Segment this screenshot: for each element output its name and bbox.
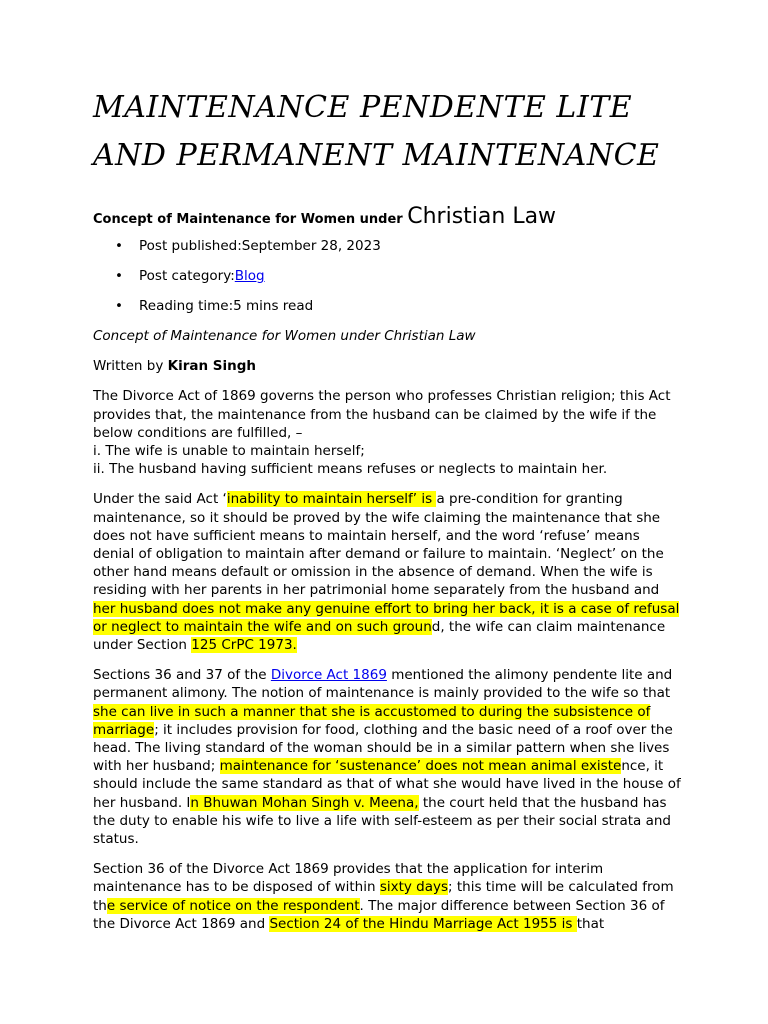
subtitle-small: Concept of Maintenance for Women under [93, 212, 408, 227]
divorce-act-link[interactable]: Divorce Act 1869 [270, 667, 387, 684]
p3-h: the court held that the husband has the duty to enable his wife to live a life with self-esteem as per their social strata and status. [93, 794, 672, 848]
p3-a: Sections 36 and 37 of the [93, 667, 271, 684]
p2-a: Under the said Act ‘ [93, 491, 227, 508]
p4-e: . The major difference between Section 36 of the Divorce Act 1869 and [93, 897, 665, 932]
p1-item-2: ii. The husband having sufficient means refuses or neglects to maintain her. [93, 461, 608, 478]
subtitle-big: Christian Law [407, 204, 557, 229]
category-label: Post category: [139, 268, 235, 284]
meta-reading-time [115, 297, 683, 315]
p4-c: ; this time will be calculated from th [93, 879, 674, 914]
p3-f: nce, it should include the same standard as that of what she would have lived in the house of her husband. I [93, 758, 681, 811]
document-subtitle [93, 202, 683, 235]
bullet-icon: • [115, 298, 123, 314]
category-link[interactable]: Blog [234, 268, 265, 284]
bullet-icon: • [115, 238, 123, 254]
intro-line: Concept of Maintenance for Women under Christian Law [93, 328, 476, 344]
p3-b: mentioned the alimony pendente lite and permanent alimony. The notion of maintenance is mainly provided to the wife so that [93, 667, 673, 702]
reading-value: 5 mins read [233, 298, 314, 314]
p2-highlight-2: her husband does not make any genuine effort to bring her back, it is a case of refusal or neglect to maintain the wife and on such groun [93, 600, 680, 635]
p4-a: Section 36 of the Divorce Act 1869 provides that the application for interim maintenance has to be disposed of within [93, 861, 604, 896]
title-line-2: AND PERMANENT MAINTENANCE [93, 138, 660, 173]
reading-label: Reading time: [139, 298, 234, 314]
p3-highlight-2: maintenance for ‘sustenance’ does not mean animal existe [219, 758, 622, 775]
p3-highlight-1: she can live in such a manner that she is accustomed to during the subsistence of marriage [93, 703, 651, 738]
meta-category [115, 267, 683, 285]
p1-item-1: i. The wife is unable to maintain herself; [93, 443, 365, 460]
p3-highlight-3: n Bhuwan Mohan Singh v. Meena, [190, 794, 419, 811]
p2-e: d, the wife can claim maintenance under Section [93, 618, 666, 654]
author-name: Kiran Singh [167, 358, 257, 375]
document-title [93, 84, 683, 180]
p4-g: that [576, 915, 605, 932]
paragraph-4 [93, 860, 683, 933]
meta-published [115, 237, 683, 255]
byline-prefix: Written by [93, 358, 168, 375]
document-page [93, 84, 683, 945]
byline [93, 357, 683, 375]
published-value: September 28, 2023 [241, 238, 381, 254]
p2-c: a pre-condition for granting maintenance, so it should be proved by the wife claiming the maintenance that she does not have sufficient means to maintain herself, and the word ‘refuse’ means denial of obligation to maintain after demand or failure to maintain. ‘Neglect’ on the other hand means default or omission in the absence of demand. When the wife is residing with her parents in her patrimonial home separately from the husband and [93, 491, 664, 599]
paragraph-3 [93, 666, 683, 848]
p3-d: ; it includes provision for food, clothing and the basic need of a roof over the head. The living standard of the woman should be in a similar pattern when she lives with her husband; [93, 721, 673, 775]
p4-highlight-3: Section 24 of the Hindu Marriage Act 1955 is [269, 915, 577, 932]
p4-highlight-1: sixty days [379, 879, 449, 896]
p4-highlight-2: e service of notice on the respondent [106, 897, 360, 914]
bullet-icon: • [115, 268, 123, 284]
paragraph-1 [93, 387, 683, 478]
p2-highlight-1: inability to maintain herself’ is [226, 491, 437, 508]
p1-text: The Divorce Act of 1869 governs the person who professes Christian religion; this Act provides that, the maintenance from the husband can be claimed by the wife if the below conditions are fulfilled, – [93, 388, 671, 441]
p2-highlight-3: 125 CrPC 1973. [191, 637, 297, 654]
title-line-1: MAINTENANCE PENDENTE LITE [93, 90, 633, 125]
paragraph-2 [93, 490, 683, 654]
published-label: Post published: [139, 238, 242, 254]
post-meta-list [93, 237, 683, 315]
